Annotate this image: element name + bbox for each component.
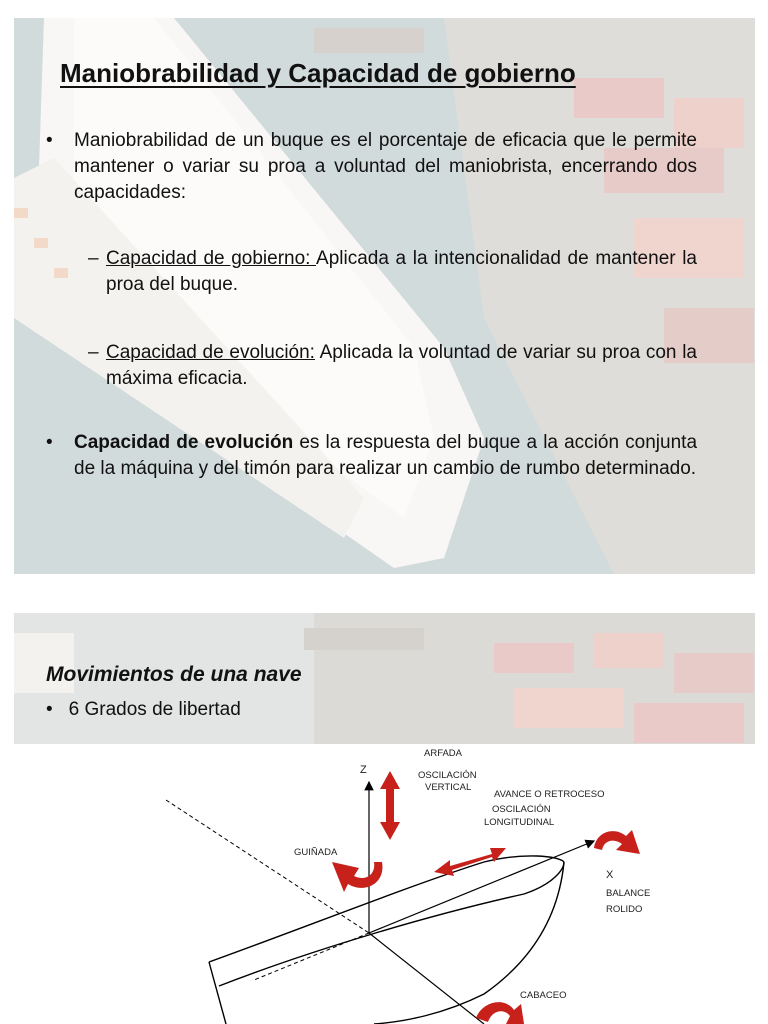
ship-axes-drawing — [14, 744, 755, 1024]
sub-bullet-capacidad-evolucion: – Capacidad de evolución: Aplicada la voluntad de variar su proa con la máxima eficacia. — [88, 342, 697, 389]
label-axis-z: Z — [360, 764, 367, 776]
term-capacidad-gobierno: Capacidad de gobierno: — [106, 248, 317, 269]
label-guinada: GUIÑADA — [294, 847, 338, 858]
label-arfada: ARFADA — [424, 748, 463, 759]
label-balance: BALANCE — [606, 888, 651, 899]
label-rolido: ROLIDO — [606, 904, 643, 915]
yaw-arrow — [332, 862, 382, 892]
label-axis-x: X — [606, 869, 614, 881]
label-oscilacion-vertical-1: OSCILACIÓN — [418, 770, 477, 781]
term-capacidad-evolucion: Capacidad de evolución: — [106, 342, 315, 363]
label-avance-retroceso: AVANCE O RETROCESO — [494, 789, 605, 800]
ship-motions-diagram — [14, 744, 755, 1024]
slide-1 — [14, 18, 755, 574]
roll-arrow — [594, 830, 640, 854]
pitch-arrow — [476, 1002, 524, 1024]
surge-arrow — [434, 848, 506, 876]
slide-2 — [14, 613, 755, 1024]
ship-hull-outline — [209, 856, 567, 1024]
bullet-capacidad-evolucion: • Capacidad de evolución es la respuesta del buque a la acción conjunta de la máquina y del timón para realizar un cambio de rumbo determinado. — [46, 432, 698, 479]
slide-title: Maniobrabilidad y Capacidad de gobierno — [60, 58, 576, 88]
label-cabaceo: CABACEO — [520, 990, 567, 1001]
label-oscilacion-longitudinal-2: LONGITUDINAL — [484, 817, 555, 828]
label-oscilacion-vertical-2: VERTICAL — [425, 782, 472, 793]
y-axis — [369, 933, 484, 1024]
red-motion-arrows — [332, 771, 643, 1024]
heave-arrow — [380, 771, 400, 840]
bullet-maniobrabilidad: • Maniobrabilidad de un buque es el porcentaje de eficacia que le permite mantener o variar su proa a voluntad del maniobrista, encerrando dos capacidades: — [46, 130, 697, 203]
label-oscilacion-longitudinal-1: OSCILACIÓN — [492, 804, 551, 815]
sub-bullet-capacidad-gobierno: – Capacidad de gobierno: Aplicada a la intencionalidad de mantener la proa del buque. — [88, 248, 697, 295]
bullet-grados-libertad: • 6 Grados de libertad — [46, 699, 241, 720]
slide-2-title: Movimientos de una nave — [46, 663, 302, 686]
